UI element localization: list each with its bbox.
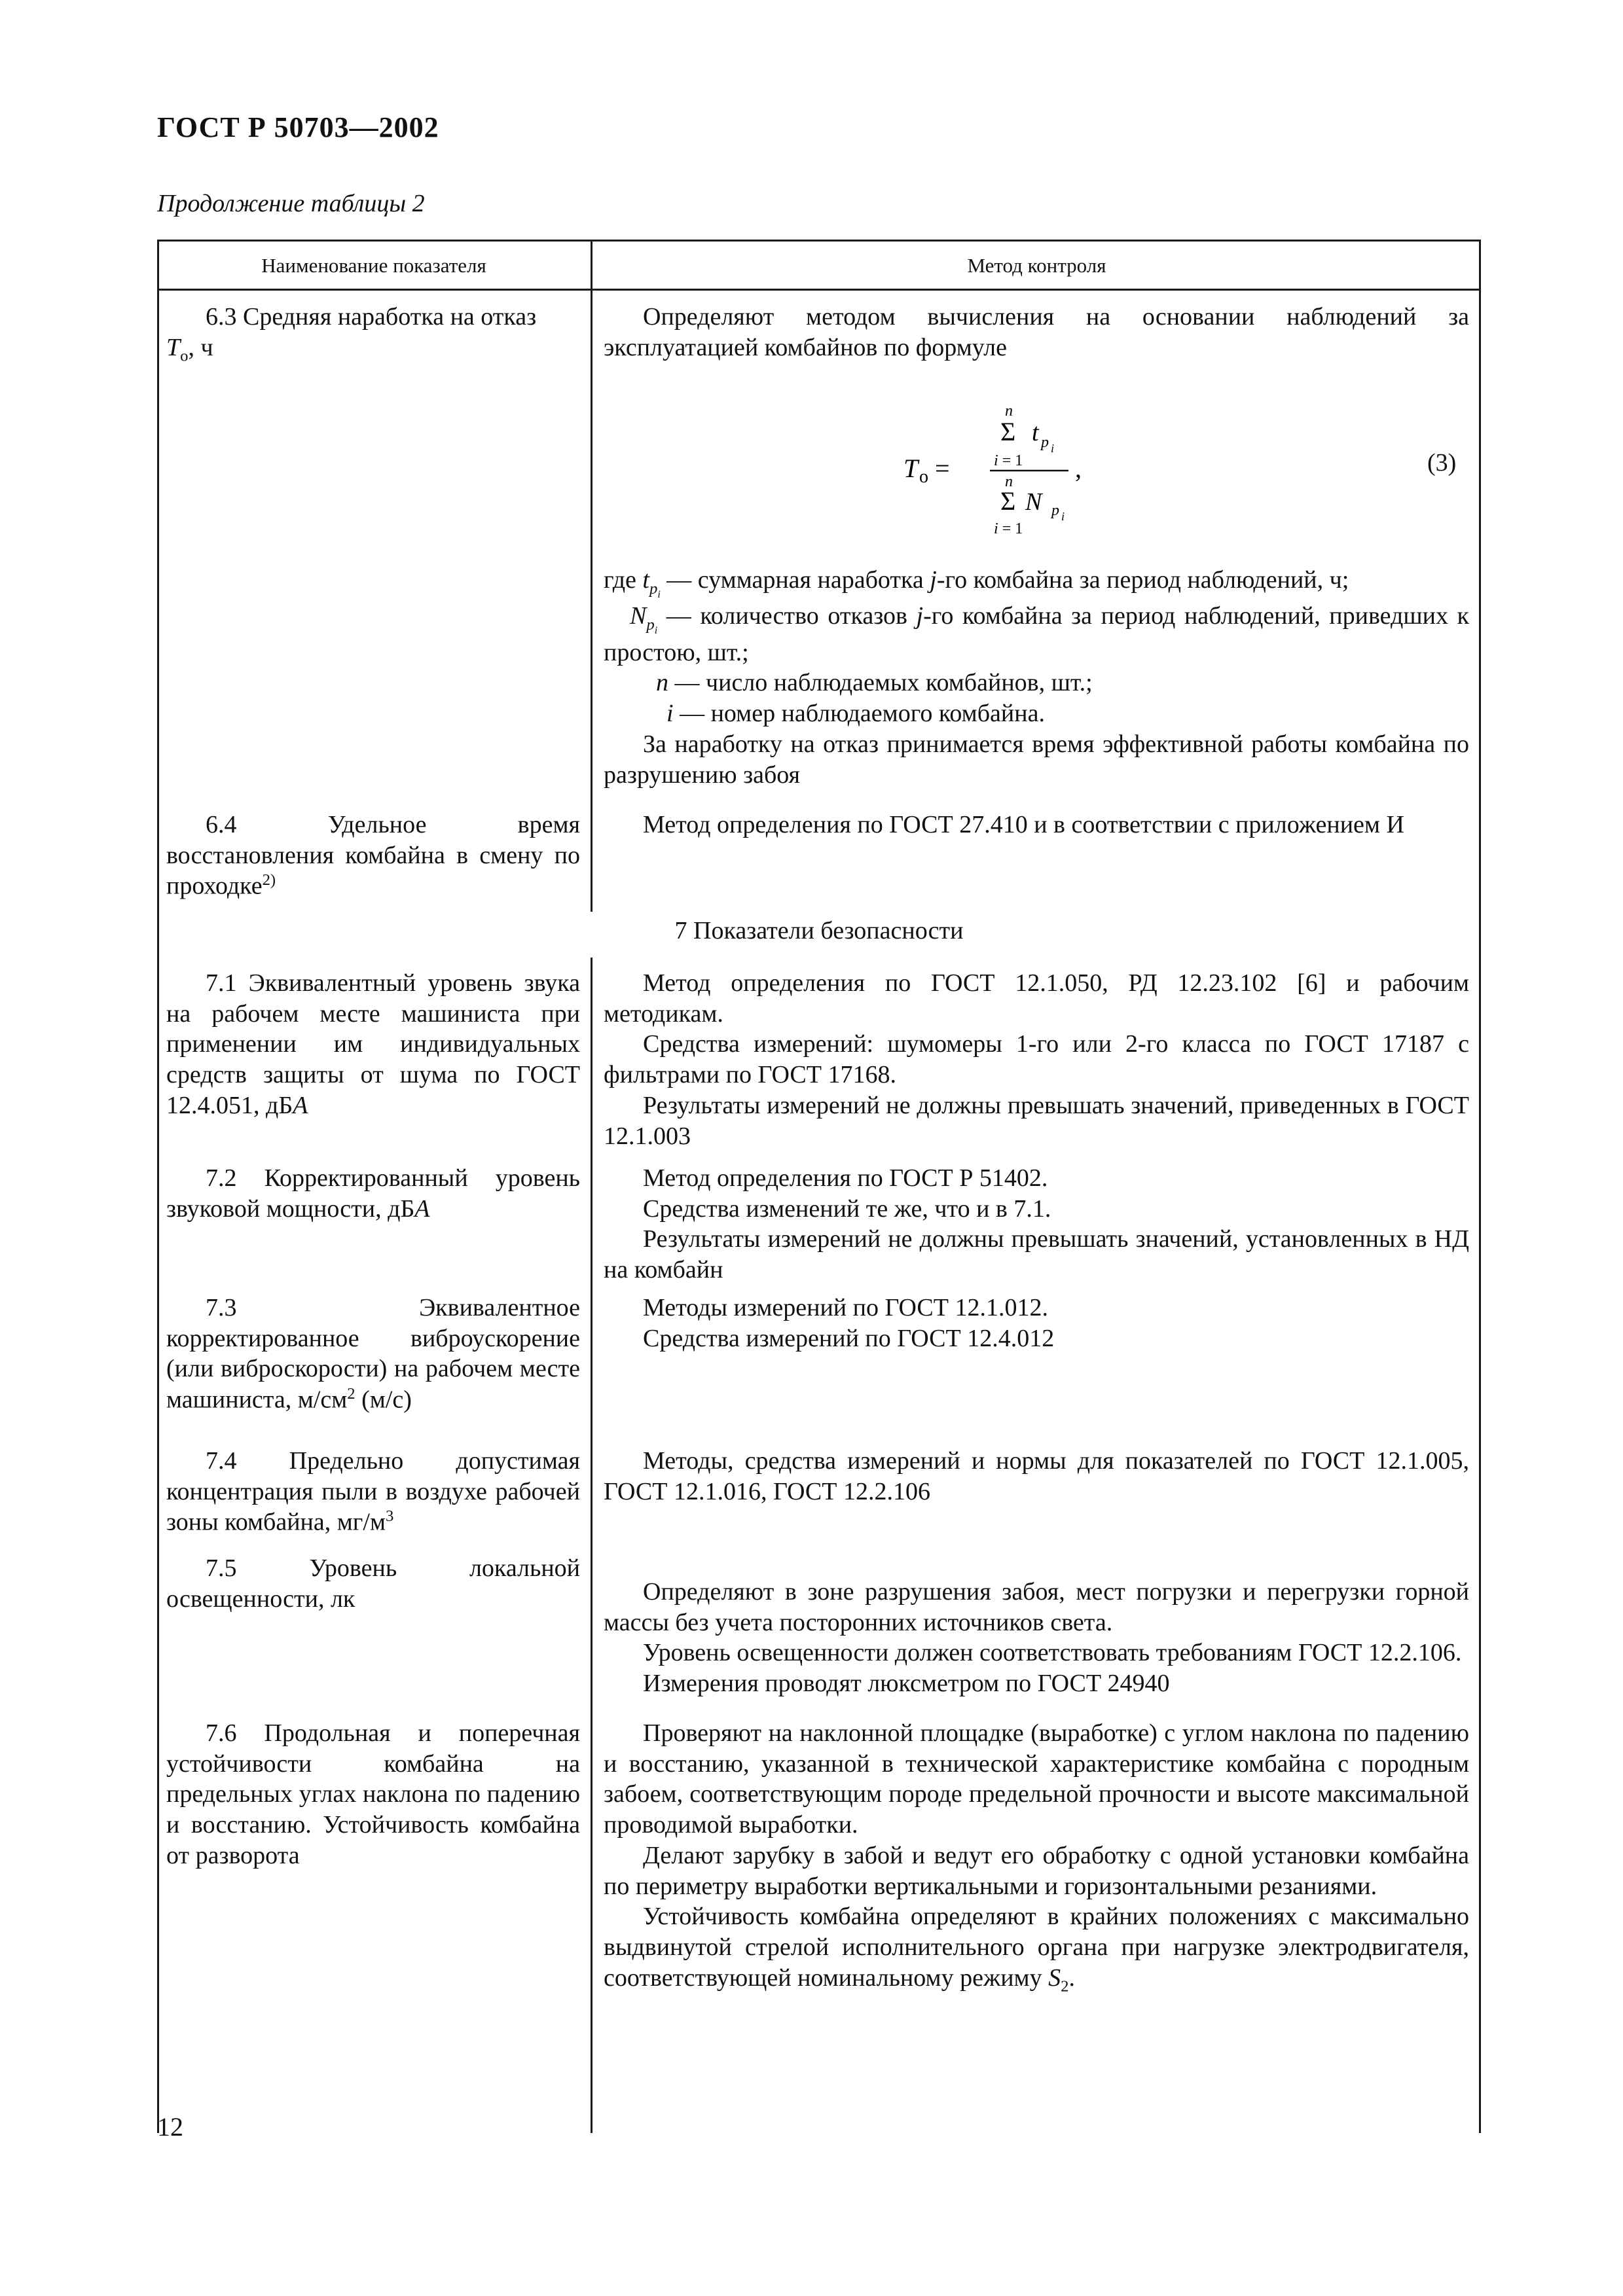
row-7-6-name: 7.6 Продольная и поперечная устойчивости комбайна на предельных углах наклона по падению и восстанию. Устойчивость комбайна от разворота [166, 1719, 580, 1869]
row-7-3-name: 7.3 Эквивалентное корректированное виброускорение (или виброскорости) на рабочем месте машиниста, $м/см^2$ (м/с) [166, 1294, 580, 1414]
svg-text:=: = [935, 454, 950, 483]
row-7-2-name: 7.2 Корректированный уровень звуковой мощности, дБА [166, 1164, 580, 1223]
column-header-method: Метод контроля [967, 254, 1106, 277]
table-border-right [1479, 242, 1481, 2133]
row-6-4-name: 6.4 Удельное время восстановления комбайна в смену по проходке$^{2)}$ [166, 811, 580, 901]
header-divider [157, 289, 1481, 291]
equation-number: (3) [1427, 449, 1457, 476]
svg-text:n: n [1005, 473, 1013, 490]
row-7-1-method: Метод определения по ГОСТ 12.1.050, РД 12.23.102 [6] и рабочим методикам. Средства измерений: шумомеры 1-го или 2-го класса по ГОСТ 17187 с фильтрами по ГОСТ 17168. Результаты измерений не должны превышать значений, приведенных в ГОСТ 12.1.003 [604, 969, 1469, 1150]
row-7-4-name: 7.4 Предельно допустимая концентрация пыли в воздухе рабочей зоны комбайна, $мг/м^3$ [166, 1447, 580, 1537]
formula-legend: где $t_{p_i}$ — суммарная наработка j-го комбайна за период наблюдений, ч; $N_{p_i}$ — количество отказов j-го комбайна за период наблюдений, приведших к простою, шт.; n — число наблюдаемых комбайнов, шт.; i — номер наблюдаемого комбайна. За наработку на отказ принимается время эффективной работы комбайна по разрушению забоя [604, 566, 1470, 789]
row-7-4-method: Методы, средства измерений и нормы для показателей по ГОСТ 12.1.005, ГОСТ 12.1.016, ГОСТ 12.2.106 [604, 1447, 1469, 1505]
page-number: 12 [157, 2112, 183, 2142]
row-7-2-method: Метод определения по ГОСТ Р 51402. Средства изменений те же, что и в 7.1. Результаты измерений не должны превышать значений, установленных в НД на комбайн [604, 1164, 1469, 1284]
formula-mtbf [877, 405, 1283, 536]
table-border-left [157, 242, 159, 2133]
row-7-5-method: Определяют в зоне разрушения забоя, мест погрузки и перегрузки горной массы без учета посторонних источников света. Уровень освещенности должен соответствовать требованиям ГОСТ 12.2.106. Измерения проводят люксметром по ГОСТ 24940 [604, 1578, 1469, 1698]
row-7-1-name: 7.1 Эквивалентный уровень звука на рабочем месте машиниста при применении им индивидуальных средств защиты от шума по ГОСТ 12.4.051, дБА [166, 969, 580, 1119]
svg-text:t: t [1032, 419, 1039, 446]
row-6-3-name: 6.3 Средняя наработка на отказ $T_о$, ч [166, 303, 537, 365]
svg-text:n: n [1005, 405, 1013, 420]
svg-text:Σ: Σ [1000, 486, 1016, 516]
document-id: ГОСТ Р 50703—2002 [157, 111, 439, 143]
row-7-6-method: Проверяют на наклонной площадке (выработке) с углом наклона по падению и восстанию, указанной в технической характеристике комбайна с породным забоем, соответствующим породе предельной прочности и высоте максимальной проводимой выработки. Делают зарубку в забой и ведут его обработку с одной установки комбайна по периметру выработки вертикальными и горизонтальными резаниями. Устойчивость комбайна определяют в крайних положениях с максимально выдвинутой стрелой исполнительного органа при нагрузке электродвигателя, соответствующей номинальному режиму $S_2$. [604, 1719, 1469, 1996]
section-7-title: 7 Показатели безопасности [674, 917, 964, 944]
table [157, 240, 1481, 2133]
svg-text:i: i [1061, 510, 1065, 523]
row-6-3-method: Определяют методом вычисления на основании наблюдений за эксплуатацией комбайнов по формуле [604, 303, 1469, 361]
svg-text:p: p [1041, 434, 1049, 451]
svg-text:о: о [919, 467, 928, 487]
svg-text:T: T [903, 454, 919, 483]
svg-text:,: , [1075, 454, 1082, 483]
svg-text:i = 1: i = 1 [994, 452, 1023, 469]
svg-text:p: p [1051, 502, 1059, 519]
svg-text:i = 1: i = 1 [994, 520, 1023, 536]
column-divider-top [591, 242, 593, 912]
table-caption: Продолжение таблицы 2 [157, 190, 425, 217]
svg-text:Σ: Σ [1000, 417, 1016, 446]
column-divider-bottom [591, 958, 593, 2133]
column-header-name: Наименование показателя [261, 254, 486, 277]
row-6-4-method: Метод определения по ГОСТ 27.410 и в соответствии с приложением И [643, 811, 1404, 838]
svg-text:i: i [1051, 442, 1055, 455]
svg-text:N: N [1025, 488, 1042, 516]
row-7-5-name: 7.5 Уровень локальной освещенности, лк [166, 1554, 580, 1613]
row-7-3-method: Методы измерений по ГОСТ 12.1.012. Средства измерений по ГОСТ 12.4.012 [643, 1294, 1055, 1352]
